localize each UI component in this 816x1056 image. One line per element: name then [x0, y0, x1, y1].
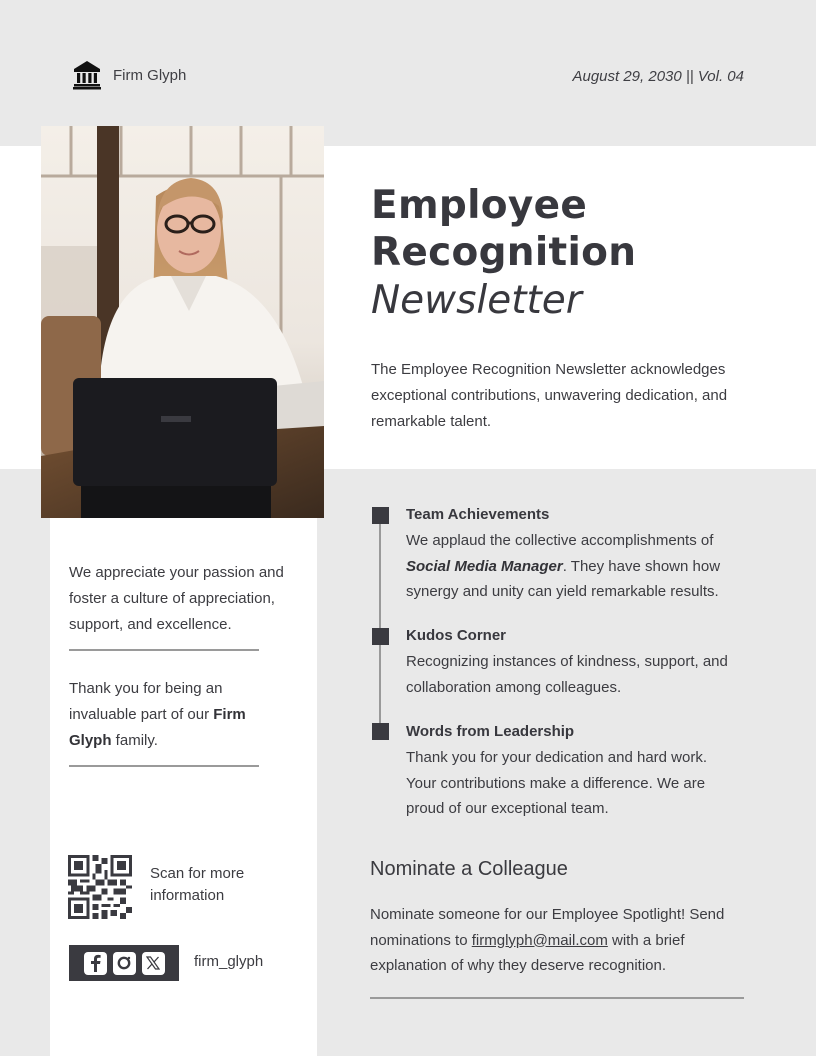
hero-photo — [41, 126, 324, 518]
nominate-prefix: Nominate someone for our Employee Spotlight! Send nominations to — [370, 906, 725, 949]
timeline-marker — [372, 723, 389, 740]
appreciation-text: We appreciate your passion and foster a culture of appreciation, support, and excellence. — [69, 564, 284, 633]
nominate-suffix: with a brief explanation of why they deserve recognition. — [370, 931, 685, 974]
timeline-item-body — [406, 528, 751, 605]
newsletter-title — [371, 182, 636, 326]
x-twitter-icon[interactable] — [142, 952, 165, 975]
divider — [69, 649, 259, 651]
timeline-marker — [372, 507, 389, 524]
timeline-connector — [379, 520, 381, 732]
nominate-heading: Nominate a Colleague — [370, 858, 568, 880]
left-sidebar-panel — [50, 518, 317, 1056]
timeline-item-body: Thank you for your dedication and hard work. Your contributions make a difference. We are proud of our exceptional team. — [406, 749, 708, 817]
title-line-newsletter: Newsletter — [371, 278, 582, 323]
body-prefix: We applaud the collective accomplishments of — [406, 532, 714, 549]
thanks-prefix: Thank you for being an invaluable part of our — [69, 680, 223, 723]
thanks-text — [69, 676, 269, 754]
thanks-brand: Firm Glyph — [69, 706, 246, 749]
social-links — [69, 945, 179, 981]
body-suffix: . They have shown how synergy and unity can yield remarkable results. — [406, 557, 721, 600]
qr-code-icon[interactable] — [68, 855, 132, 924]
timeline-item-body: Recognizing instances of kindness, support, and collaboration among colleagues. — [406, 653, 728, 696]
bank-building-icon — [72, 60, 102, 90]
brand-name: Firm Glyph — [113, 66, 187, 84]
timeline-item-title: Words from Leadership — [406, 723, 575, 740]
title-line-employee: Employee — [371, 183, 588, 228]
role-emphasis: Social Media Manager — [406, 557, 563, 575]
nominate-body — [370, 902, 750, 979]
facebook-icon[interactable] — [84, 952, 107, 975]
timeline-item-kudos-corner — [406, 623, 751, 700]
timeline-item-title: Kudos Corner — [406, 627, 507, 644]
qr-label: Scan for more information — [150, 865, 245, 904]
thanks-suffix: family. — [111, 732, 158, 749]
brand-logo — [72, 60, 186, 90]
divider — [69, 765, 259, 767]
nomination-email-link[interactable]: firmglyph@mail.com — [471, 931, 608, 949]
timeline-marker — [372, 628, 389, 645]
divider — [370, 997, 744, 999]
timeline-item-title: Team Achievements — [406, 506, 550, 523]
title-line-recognition: Recognition — [371, 230, 637, 275]
intro-paragraph: The Employee Recognition Newsletter acknowledges exceptional contributions, unwavering dedication, and remarkable talent. — [371, 361, 728, 430]
instagram-icon[interactable] — [113, 952, 136, 975]
social-handle: firm_glyph — [194, 953, 264, 970]
issue-date-volume: August 29, 2030 || Vol. 04 — [572, 68, 744, 85]
timeline-item-words-from-leadership — [406, 719, 736, 822]
timeline-item-team-achievements — [406, 502, 751, 605]
